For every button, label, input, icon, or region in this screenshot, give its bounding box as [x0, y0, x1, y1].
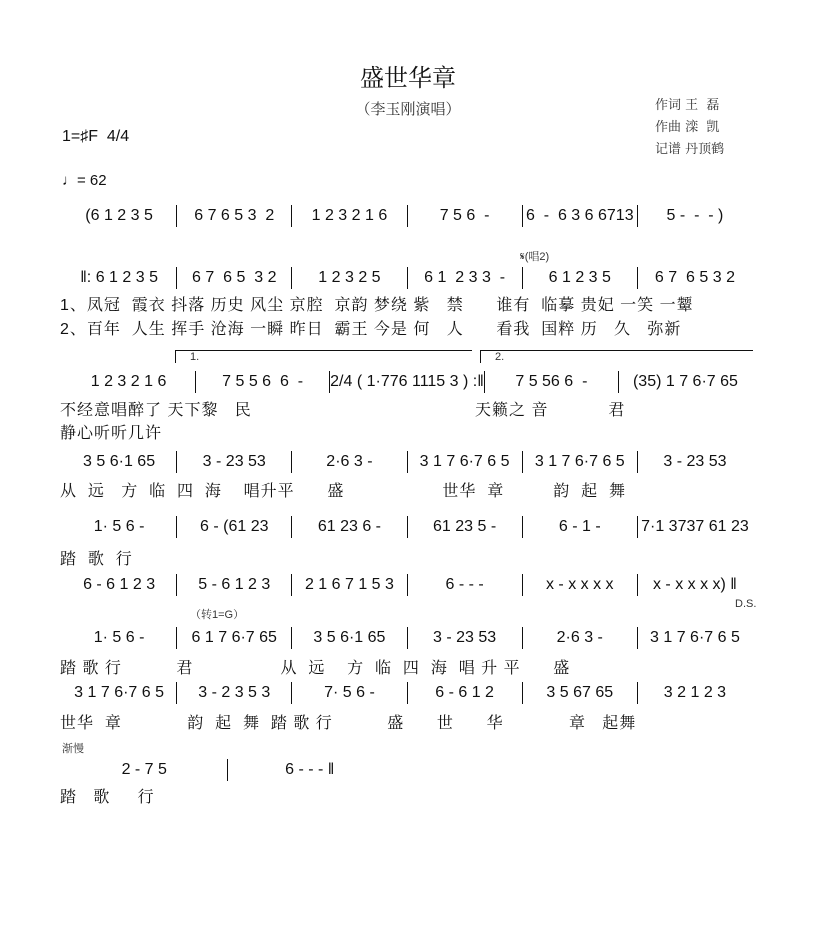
notation-line	[62, 205, 752, 227]
measure: 3 1 7 6·7 6 5	[534, 453, 625, 470]
measure: 6 - - -	[445, 576, 484, 593]
composer: 作曲 滦 凯	[655, 120, 720, 135]
volta-1	[175, 350, 472, 363]
measure: 6 1 7 6·7 65	[191, 629, 277, 646]
measure: 3 - 23 53	[663, 453, 727, 470]
measure: 2·6 3 -	[326, 453, 373, 470]
measure: 6 - 6 1 2	[435, 684, 494, 701]
performer: （李玉刚演唱）	[355, 100, 461, 118]
modulation-mark: （转1=G）	[190, 609, 245, 621]
measure: 7 5 5 6 6 -	[222, 373, 304, 390]
measure: 5 - 6 1 2 3	[198, 576, 271, 593]
notation-line	[62, 451, 752, 473]
measure: 7·1 3737 61 23	[641, 518, 749, 535]
measure: 3 5 6·1 65	[83, 453, 156, 470]
measure: (6 1 2 3 5	[85, 207, 153, 224]
measure: 3 - 23 53	[433, 629, 497, 646]
lyrics-line: 踏 歌 行	[60, 551, 133, 568]
measure: 7· 5 6 -	[324, 684, 375, 701]
lyrics-line: 从 远 方 临 四 海 唱升平 盛 世华 章 韵 起 舞	[60, 483, 627, 500]
measure: x - x x x x	[545, 576, 614, 593]
measure: 3 - 23 53	[202, 453, 266, 470]
measure: 2/4 ( 1·776 1115 3 ) :‖	[330, 373, 484, 390]
measure: 3 - 2 3 5 3	[198, 684, 271, 701]
volta-2	[480, 350, 753, 363]
measure: 1 2 3 2 5	[318, 269, 381, 286]
measure: 2 1 6 7 1 5 3	[304, 576, 394, 593]
lyrics-line: 静心听听几许	[60, 425, 163, 442]
measure: 6 1 2 3 3 -	[424, 269, 506, 286]
lyrics-line: 世华 章 韵 起 舞 踏 歌 行 盛 世 华 章 起舞	[60, 715, 637, 732]
measure: 6 7 6 5 3 2	[194, 207, 275, 224]
measure: 5 - - - )	[666, 207, 724, 224]
measure: 2 - 7 5	[121, 761, 167, 778]
notation-line	[62, 627, 752, 649]
measure: 6 - (61 23	[200, 518, 269, 535]
measure: ‖: 6 1 2 3 5	[80, 269, 158, 286]
measure: 6 - - - ‖	[285, 761, 335, 778]
lyricist: 作词 王 磊	[655, 98, 720, 113]
measure: 3 1 7 6·7 6 5	[650, 629, 740, 646]
measure: 6 - 6 1 2 3	[83, 576, 156, 593]
notation-line	[62, 574, 752, 596]
lyrics-line: 踏 歌 行 君 从 远 方 临 四 海 唱 升 平 盛	[60, 660, 571, 677]
measure: 6 - 6 3 6 6713	[525, 207, 634, 224]
measure: 1· 5 6 -	[93, 518, 145, 535]
song-title: 盛世华章	[360, 64, 456, 92]
key-signature: 1=♯F 4/4	[62, 128, 130, 145]
notation-line	[62, 682, 752, 704]
notation-line	[62, 516, 752, 538]
measure: 2·6 3 -	[556, 629, 603, 646]
lyrics-line: 2、百年 人生 挥手 沧海 一瞬 昨日 霸王 今是 何 人 看我 国粹 历 久 弥新	[60, 321, 682, 338]
measure: 6 7 6 5 3 2	[192, 269, 277, 286]
measure: 7 5 56 6 -	[515, 373, 588, 390]
measure: 1 2 3 2 1 6	[311, 207, 388, 224]
measure: 3 1 7 6·7 6 5	[419, 453, 510, 470]
notation-line	[62, 759, 392, 781]
lyrics-line: 1、凤冠 霞衣 抖落 历史 风尘 京腔 京韵 梦绕 紫 禁 谁有 临摹 贵妃 一笑 一颦	[60, 297, 694, 314]
volta-2-label: 2.	[495, 351, 505, 363]
transcriber: 记谱 丹顶鹤	[655, 142, 725, 157]
measure: 7 5 6 -	[439, 207, 490, 224]
measure: x - x x x x) ‖	[652, 576, 737, 593]
measure: 3 2 1 2 3	[663, 684, 727, 701]
measure: 1 2 3 2 1 6	[90, 373, 167, 390]
measure: 6 - 1 -	[558, 518, 601, 535]
measure: 61 23 5 -	[433, 518, 497, 535]
measure: 3 5 6·1 65	[313, 629, 386, 646]
notation-line	[62, 371, 752, 393]
tempo-mark: ♩= 62	[62, 172, 107, 189]
lyrics-line: 踏 歌 行	[60, 789, 155, 806]
ritardando-mark: 渐慢	[62, 743, 84, 755]
notation-line	[62, 267, 752, 289]
measure: 6 1 2 3 5	[548, 269, 611, 286]
measure: 61 23 6 -	[317, 518, 381, 535]
ds-mark: D.S.	[735, 598, 757, 610]
measure: 3 5 67 65	[546, 684, 614, 701]
measure: (35) 1 7 6·7 65	[632, 373, 738, 390]
measure: 1· 5 6 -	[93, 629, 145, 646]
segno-mark: 𝄋(唱2)	[520, 251, 550, 263]
volta-1-label: 1.	[190, 351, 200, 363]
measure: 3 1 7 6·7 6 5	[74, 684, 164, 701]
lyrics-line: 不经意唱醉了 天下黎 民 天籁之 音 君	[60, 402, 626, 419]
measure: 6 7 6 5 3 2	[654, 269, 735, 286]
